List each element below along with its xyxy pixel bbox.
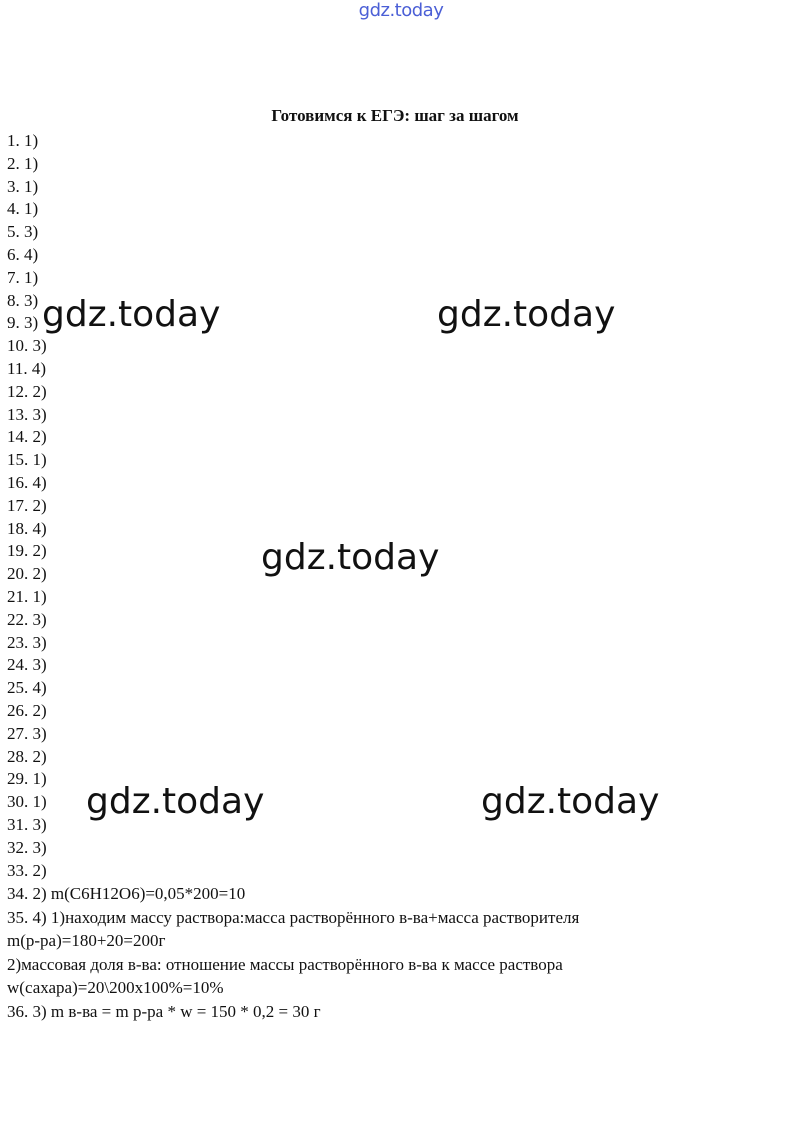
watermark-text: gdz.today: [481, 781, 660, 822]
answer-line: w(сахара)=20\200х100%=10%: [7, 978, 224, 998]
answer-line: 2. 1): [7, 153, 39, 173]
answer-line: 16. 4): [7, 472, 47, 492]
document-title: Готовимся к ЕГЭ: шаг за шагом: [271, 106, 519, 125]
answer-line: 13. 3): [7, 404, 47, 424]
answer-line: 5. 3): [7, 222, 39, 242]
answer-line: 27. 3): [7, 723, 47, 743]
answer-line: 3. 1): [7, 176, 39, 196]
answer-line: 20. 2): [7, 564, 47, 584]
answer-line: m(р-ра)=180+20=200г: [7, 931, 166, 951]
watermark-text: gdz.today: [42, 294, 221, 335]
answer-line: 7. 1): [7, 267, 39, 287]
answer-line: 29. 1): [7, 769, 47, 789]
answer-line: 33. 2): [7, 860, 47, 880]
answer-line: 14. 2): [7, 427, 47, 447]
answer-line: 15. 1): [7, 450, 47, 470]
answer-line: 11. 4): [7, 358, 47, 378]
watermark-text: gdz.today: [86, 781, 265, 822]
answer-line: 36. 3) m в-ва = m р-ра * w = 150 * 0,2 = 30 г: [7, 1001, 321, 1021]
answer-line: 35. 4) 1)находим массу раствора:масса растворённого в-ва+масса растворителя: [7, 907, 580, 927]
answer-line: 8. 3): [7, 290, 39, 310]
answer-line: 6. 4): [7, 244, 39, 264]
answer-line: 30. 1): [7, 792, 47, 812]
answer-line: 28. 2): [7, 746, 47, 766]
answer-line: 22. 3): [7, 609, 47, 629]
answer-line: 34. 2) m(C6H12O6)=0,05*200=10: [7, 884, 246, 904]
answer-line: 1. 1): [7, 131, 39, 150]
answer-line: 17. 2): [7, 495, 47, 515]
answer-line: 23. 3): [7, 632, 47, 652]
answer-line: 24. 3): [7, 655, 47, 675]
answer-line: 32. 3): [7, 837, 47, 857]
answer-line: 4. 1): [7, 199, 39, 219]
answer-line: 21. 1): [7, 586, 47, 606]
answer-line: 10. 3): [7, 336, 47, 356]
answer-line: 19. 2): [7, 541, 47, 561]
watermark-text: gdz.today: [261, 537, 440, 578]
answer-line: 2)массовая доля в-ва: отношение массы растворённого в-ва к массе раствора: [7, 954, 563, 974]
answer-line: 12. 2): [7, 381, 47, 401]
answer-line: 31. 3): [7, 814, 47, 834]
answer-line: 18. 4): [7, 518, 47, 538]
site-logo: gdz.today: [358, 0, 444, 21]
answer-line: 9. 3): [7, 313, 39, 333]
answer-line: 26. 2): [7, 700, 47, 720]
answer-line: 25. 4): [7, 678, 47, 698]
watermark-text: gdz.today: [437, 294, 616, 335]
